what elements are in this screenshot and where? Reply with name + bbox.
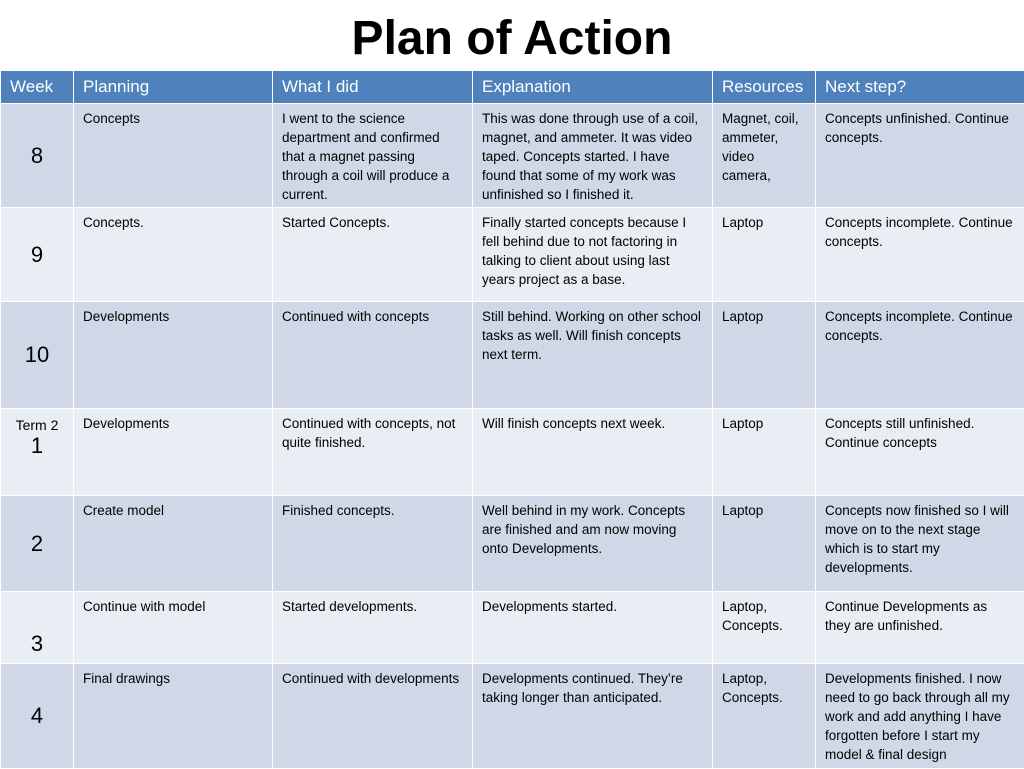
what-i-did-cell: Finished concepts. [273, 496, 473, 592]
next-step-cell: Concepts still unfinished. Continue concepts [816, 409, 1024, 496]
what-i-did-cell: I went to the science department and confirmed that a magnet passing through a coil will produce a current. [273, 104, 473, 208]
table-row [1, 592, 1024, 664]
explanation-cell: This was done through use of a coil, magnet, and ammeter. It was video taped. Concepts started. I have found that some of my work was unfinished so I finished it. [473, 104, 713, 208]
what-i-did-cell: Started Concepts. [273, 208, 473, 302]
resources-cell: Laptop [713, 409, 816, 496]
resources-cell: Laptop [713, 208, 816, 302]
planning-cell: Continue with model [74, 592, 273, 664]
week-cell [1, 664, 74, 769]
column-header-planning: Planning [74, 71, 273, 104]
week-cell [1, 496, 74, 592]
what-i-did-cell: Continued with concepts [273, 302, 473, 409]
planning-cell: Concepts. [74, 208, 273, 302]
resources-cell: Laptop [713, 302, 816, 409]
week-cell [1, 592, 74, 664]
planning-cell: Final drawings [74, 664, 273, 769]
table-header-row [1, 71, 1024, 104]
resources-cell: Laptop [713, 496, 816, 592]
next-step-cell: Concepts incomplete. Continue concepts. [816, 302, 1024, 409]
table-row [1, 409, 1024, 496]
explanation-cell: Developments continued. They’re taking longer than anticipated. [473, 664, 713, 769]
what-i-did-cell: Started developments. [273, 592, 473, 664]
table-row [1, 104, 1024, 208]
explanation-cell: Finally started concepts because I fell behind due to not factoring in talking to client about using last years project as a base. [473, 208, 713, 302]
planning-cell: Create model [74, 496, 273, 592]
column-header-resources: Resources [713, 71, 816, 104]
week-number: 10 [3, 342, 71, 368]
week-number: 3 [3, 631, 71, 657]
week-cell [1, 104, 74, 208]
table-row [1, 208, 1024, 302]
table-row [1, 664, 1024, 769]
column-header-explanation: Explanation [473, 71, 713, 104]
next-step-cell: Concepts unfinished. Continue concepts. [816, 104, 1024, 208]
week-number: 2 [3, 531, 71, 557]
planning-cell: Developments [74, 409, 273, 496]
plan-table [0, 70, 1024, 769]
next-step-cell: Developments finished. I now need to go back through all my work and add anything I have forgotten before I start my model & final design [816, 664, 1024, 769]
explanation-cell: Still behind. Working on other school tasks as well. Will finish concepts next term. [473, 302, 713, 409]
term-label: Term 2 [3, 417, 71, 433]
week-cell [1, 409, 74, 496]
week-cell [1, 302, 74, 409]
table-row [1, 496, 1024, 592]
planning-cell: Developments [74, 302, 273, 409]
planning-cell: Concepts [74, 104, 273, 208]
next-step-cell: Continue Developments as they are unfinished. [816, 592, 1024, 664]
week-number: 9 [3, 242, 71, 268]
page-title: Plan of Action [0, 8, 1024, 70]
next-step-cell: Concepts now finished so I will move on to the next stage which is to start my developments. [816, 496, 1024, 592]
explanation-cell: Developments started. [473, 592, 713, 664]
week-number: 4 [3, 703, 71, 729]
resources-cell: Magnet, coil, ammeter, video camera, [713, 104, 816, 208]
week-number: 1 [3, 433, 71, 459]
resources-cell: Laptop, Concepts. [713, 592, 816, 664]
what-i-did-cell: Continued with developments [273, 664, 473, 769]
column-header-next-step: Next step? [816, 71, 1024, 104]
column-header-what-i-did: What I did [273, 71, 473, 104]
column-header-week: Week [1, 71, 74, 104]
explanation-cell: Will finish concepts next week. [473, 409, 713, 496]
week-cell [1, 208, 74, 302]
week-number: 8 [3, 143, 71, 169]
resources-cell: Laptop, Concepts. [713, 664, 816, 769]
table-row [1, 302, 1024, 409]
next-step-cell: Concepts incomplete. Continue concepts. [816, 208, 1024, 302]
what-i-did-cell: Continued with concepts, not quite finished. [273, 409, 473, 496]
explanation-cell: Well behind in my work. Concepts are finished and am now moving onto Developments. [473, 496, 713, 592]
